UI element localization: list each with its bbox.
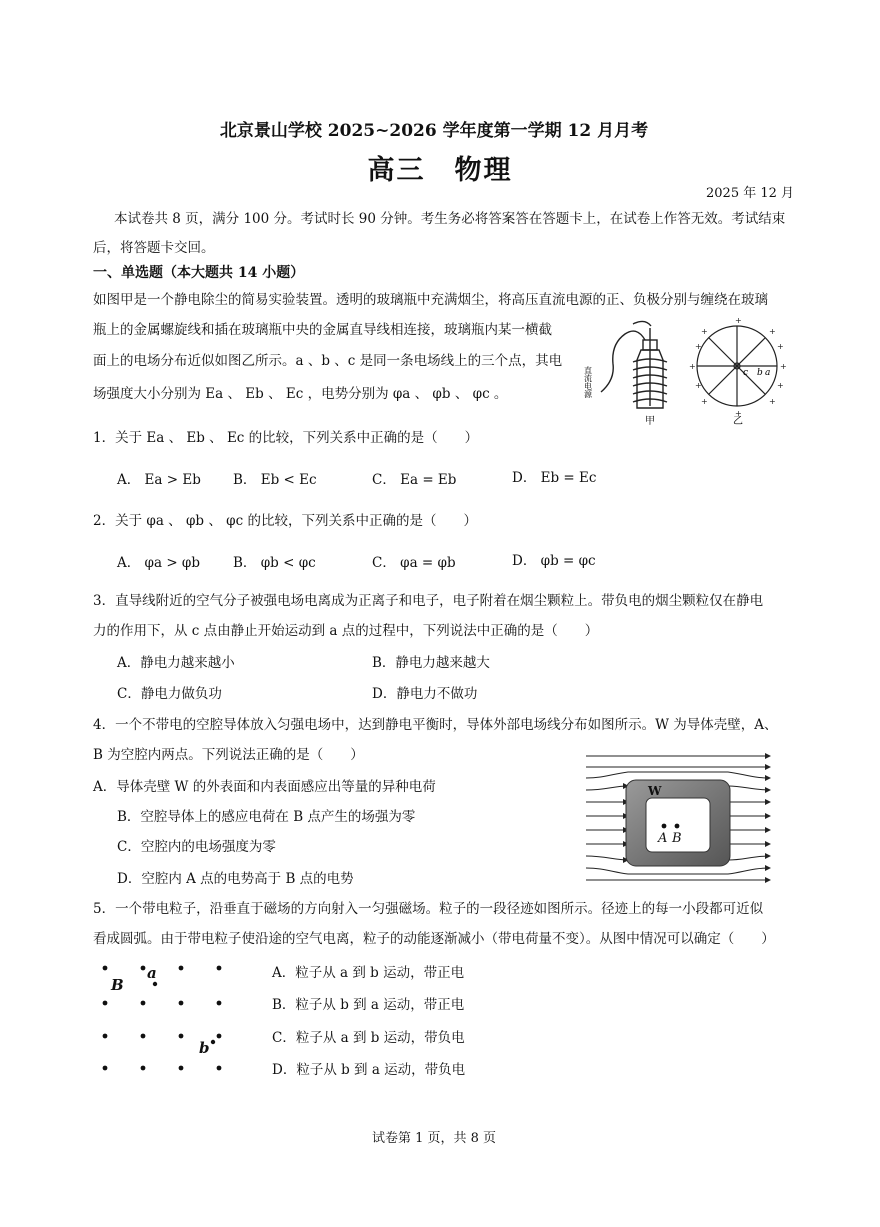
q4-option-a: A．导体壳壁 W 的外表面和内表面感应出等量的异种电荷 bbox=[93, 779, 436, 795]
stem-line-3: 面上的电场分布近似如图乙所示。a 、b 、c 是同一条电场线上的三个点，其电 bbox=[93, 353, 563, 369]
q3-option-c: C．静电力做负功 bbox=[117, 686, 222, 702]
q2-stem: 2．关于 φa 、 φb 、 φc 的比较，下列关系中正确的是（ ） bbox=[93, 513, 477, 529]
intro-line-1: 本试卷共 8 页，满分 100 分。考试时长 90 分钟。考生务必将答案答在答题卡上，在试卷上作答无效。考试结束 bbox=[114, 211, 786, 227]
q1-option-d: D． Eb = Ec bbox=[512, 470, 597, 486]
q4-option-b: B．空腔导体上的感应电荷在 B 点产生的场强为零 bbox=[117, 809, 416, 825]
q4-option-c: C．空腔内的电场强度为零 bbox=[117, 839, 276, 855]
q3-line-2: 力的作用下，从 c 点由静止开始运动到 a 点的过程中，下列说法中正确的是（ ） bbox=[93, 623, 599, 639]
q1-option-b: B． Eb < Ec bbox=[233, 472, 317, 488]
svg-text:+: + bbox=[735, 409, 742, 418]
svg-text:+: + bbox=[695, 381, 702, 390]
q5-option-a: A．粒子从 a 到 b 运动，带正电 bbox=[272, 965, 465, 981]
figure-hollow-conductor bbox=[584, 750, 776, 890]
q2-option-a: A． φa > φb bbox=[117, 555, 201, 571]
svg-text:+: + bbox=[695, 342, 702, 351]
label-yi: 乙 bbox=[733, 416, 743, 427]
svg-text:+: + bbox=[777, 381, 784, 390]
stem-line-4: 场强度大小分别为 Ea 、 Eb 、 Ec ，电势分别为 φa 、 φb 、 φc 。 bbox=[93, 386, 508, 402]
exam-title: 北京景山学校 2025~2026 学年度第一学期 12 月月考 bbox=[219, 121, 649, 141]
q4-option-d: D．空腔内 A 点的电势高于 B 点的电势 bbox=[117, 871, 354, 887]
svg-text:+: + bbox=[780, 362, 787, 371]
svg-text:+: + bbox=[735, 316, 742, 325]
intro-line-2: 后，将答题卡交回。 bbox=[93, 240, 215, 256]
q3-option-d: D．静电力不做功 bbox=[372, 686, 478, 702]
label-point-b: b bbox=[199, 1039, 210, 1057]
exam-date: 2025 年 12 月 bbox=[706, 186, 795, 201]
q3-option-b: B．静电力越来越大 bbox=[372, 655, 490, 671]
subject-title: 高三 物理 bbox=[367, 155, 513, 186]
q4-line-2: B 为空腔内两点。下列说法正确的是（ ） bbox=[93, 747, 364, 763]
page-footer: 试卷第 1 页，共 8 页 bbox=[371, 1131, 497, 1146]
label-point-a: a bbox=[147, 964, 157, 982]
q2-option-d: D． φb = φc bbox=[512, 553, 596, 569]
figure-electrostatic-precipitator bbox=[585, 318, 801, 430]
label-field-b: B bbox=[111, 976, 124, 994]
point-c-label: c bbox=[743, 368, 749, 378]
svg-text:+: + bbox=[769, 397, 776, 406]
stem-line-2: 瓶上的金属螺旋线和插在玻璃瓶中央的金属直导线相连接，玻璃瓶内某一横截 bbox=[93, 322, 552, 338]
svg-text:+: + bbox=[701, 327, 708, 336]
label-b: B bbox=[672, 831, 682, 846]
section-heading: 一、单选题（本大题共 14 小题） bbox=[93, 265, 305, 281]
label-jia: 甲 bbox=[645, 416, 655, 427]
svg-text:+: + bbox=[689, 362, 696, 371]
svg-text:+: + bbox=[701, 397, 708, 406]
label-w: W bbox=[648, 784, 662, 798]
q3-option-a: A．静电力越来越小 bbox=[117, 655, 235, 671]
point-a-label: a bbox=[765, 368, 771, 378]
point-b-label: b bbox=[757, 368, 763, 378]
q5-option-d: D．粒子从 b 到 a 运动，带负电 bbox=[272, 1062, 466, 1078]
q1-option-a: A． Ea > Eb bbox=[117, 472, 201, 488]
stem-line-1: 如图甲是一个静电除尘的简易实验装置。透明的玻璃瓶中充满烟尘，将高压直流电源的正、负极分别与缠绕在玻璃 bbox=[93, 292, 768, 308]
q2-option-b: B． φb < φc bbox=[233, 555, 316, 571]
q3-line-1: 3．直导线附近的空气分子被强电场电离成为正离子和电子，电子附着在烟尘颗粒上。带负电的烟尘颗粒仅在静电 bbox=[93, 593, 764, 609]
svg-text:+: + bbox=[777, 342, 784, 351]
power-source-label: 直流电源 bbox=[583, 366, 593, 398]
figure-magnetic-field-track bbox=[95, 958, 265, 1084]
svg-text:+: + bbox=[769, 327, 776, 336]
q5-line-2: 看成圆弧。由于带电粒子使沿途的空气电离，粒子的动能逐渐减小（带电荷量不变）。从图中情况可以确定（ ） bbox=[93, 931, 775, 947]
q5-line-1: 5．一个带电粒子，沿垂直于磁场的方向射入一匀强磁场。粒子的一段径迹如图所示。径迹上的每一小段都可近似 bbox=[93, 901, 764, 917]
q1-option-c: C． Ea = Eb bbox=[372, 472, 457, 488]
q1-stem: 1．关于 Ea 、 Eb 、 Ec 的比较，下列关系中正确的是（ ） bbox=[93, 430, 479, 446]
q5-option-c: C．粒子从 a 到 b 运动，带负电 bbox=[272, 1030, 465, 1046]
q4-line-1: 4．一个不带电的空腔导体放入匀强电场中，达到静电平衡时，导体外部电场线分布如图所示。W 为导体壳壁，A、 bbox=[93, 717, 778, 733]
q5-option-b: B．粒子从 b 到 a 运动，带正电 bbox=[272, 997, 465, 1013]
q2-option-c: C． φa = φb bbox=[372, 555, 456, 571]
label-a: A bbox=[658, 831, 668, 846]
